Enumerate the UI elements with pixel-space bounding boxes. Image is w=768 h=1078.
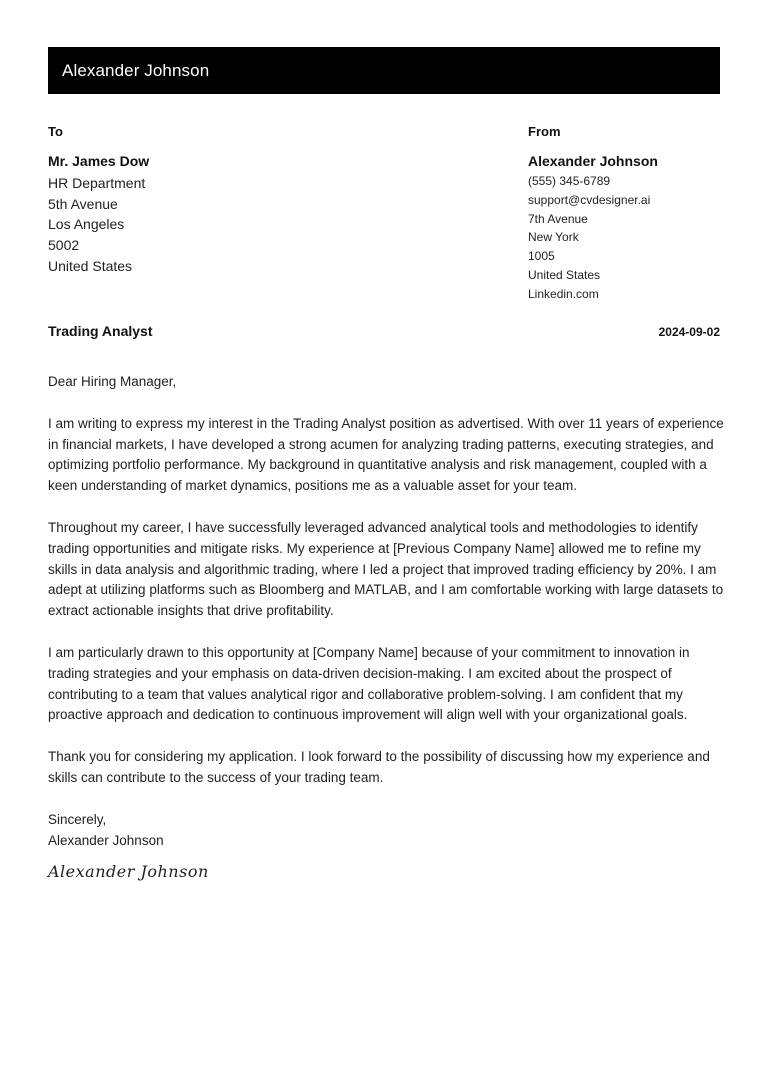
header-bar bbox=[48, 47, 720, 94]
from-label: From bbox=[528, 124, 561, 139]
recipient-street: 5th Avenue bbox=[48, 195, 118, 212]
body-paragraph: Throughout my career, I have successfully leveraged advanced analytical tools and methodologies to identify trading opportunities and mitigate risks. My experience at [Previous Company Name] allowed me to refine my skills in data analysis and algorithmic trading, where I led a project that improved trading efficiency by 20%. I am adept at utilizing platforms such as Bloomberg and MATLAB, and I am comfortable working with large datasets to extract actionable insights that drive profitability. bbox=[48, 519, 724, 619]
header-name: Alexander Johnson bbox=[62, 60, 210, 80]
closing-name: Alexander Johnson bbox=[48, 832, 164, 848]
recipient-department: HR Department bbox=[48, 175, 146, 191]
sender-email: support@cvdesigner.ai bbox=[528, 192, 651, 207]
sender-country: United States bbox=[528, 267, 601, 282]
letter-body bbox=[48, 372, 724, 851]
signature: Alexander Johnson bbox=[48, 862, 209, 881]
closing: Sincerely, bbox=[48, 811, 107, 827]
subject-title: Trading Analyst bbox=[48, 323, 153, 339]
sender-website: Linkedin.com bbox=[528, 286, 599, 301]
sender-city: New York bbox=[528, 230, 579, 245]
recipient-postcode: 5002 bbox=[48, 237, 80, 254]
subject-row bbox=[48, 323, 720, 339]
salutation: Dear Hiring Manager, bbox=[48, 374, 177, 389]
to-label: To bbox=[48, 124, 63, 139]
body-paragraph: I am particularly drawn to this opportunity at [Company Name] because of your commitment to innovation in trading strategies and your emphasis on data-driven decision-making. I am excited about the prospect of contributing to a team that values analytical rigor and collaborative problem-solving. I am confident that my proactive approach and dedication to continuous improvement will align well with your organizational goals. bbox=[48, 644, 690, 723]
recipient-city: Los Angeles bbox=[48, 216, 125, 233]
recipient-country: United States bbox=[48, 257, 133, 274]
body-paragraph: Thank you for considering my application. I look forward to the possibility of discussing how my experience and skills can contribute to the success of your trading team. bbox=[48, 749, 710, 785]
sender-street: 7th Avenue bbox=[528, 211, 588, 226]
sender-block bbox=[528, 124, 720, 304]
letter-date: 2024-09-02 bbox=[658, 325, 720, 339]
sender-phone: (555) 345-6789 bbox=[528, 174, 611, 188]
sender-name: Alexander Johnson bbox=[528, 153, 658, 169]
sender-postcode: 1005 bbox=[528, 249, 555, 264]
body-paragraph: I am writing to express my interest in the Trading Analyst position as advertised. With over 11 years of experience in financial markets, I have developed a strong acumen for analyzing trading patterns, executing strategies, and optimizing portfolio performance. My background in quantitative analysis and risk management, coupled with a keen understanding of market dynamics, positions me as a valuable asset for your team. bbox=[48, 415, 724, 494]
recipient-name: Mr. James Dow bbox=[48, 153, 150, 169]
recipient-block bbox=[48, 124, 348, 277]
